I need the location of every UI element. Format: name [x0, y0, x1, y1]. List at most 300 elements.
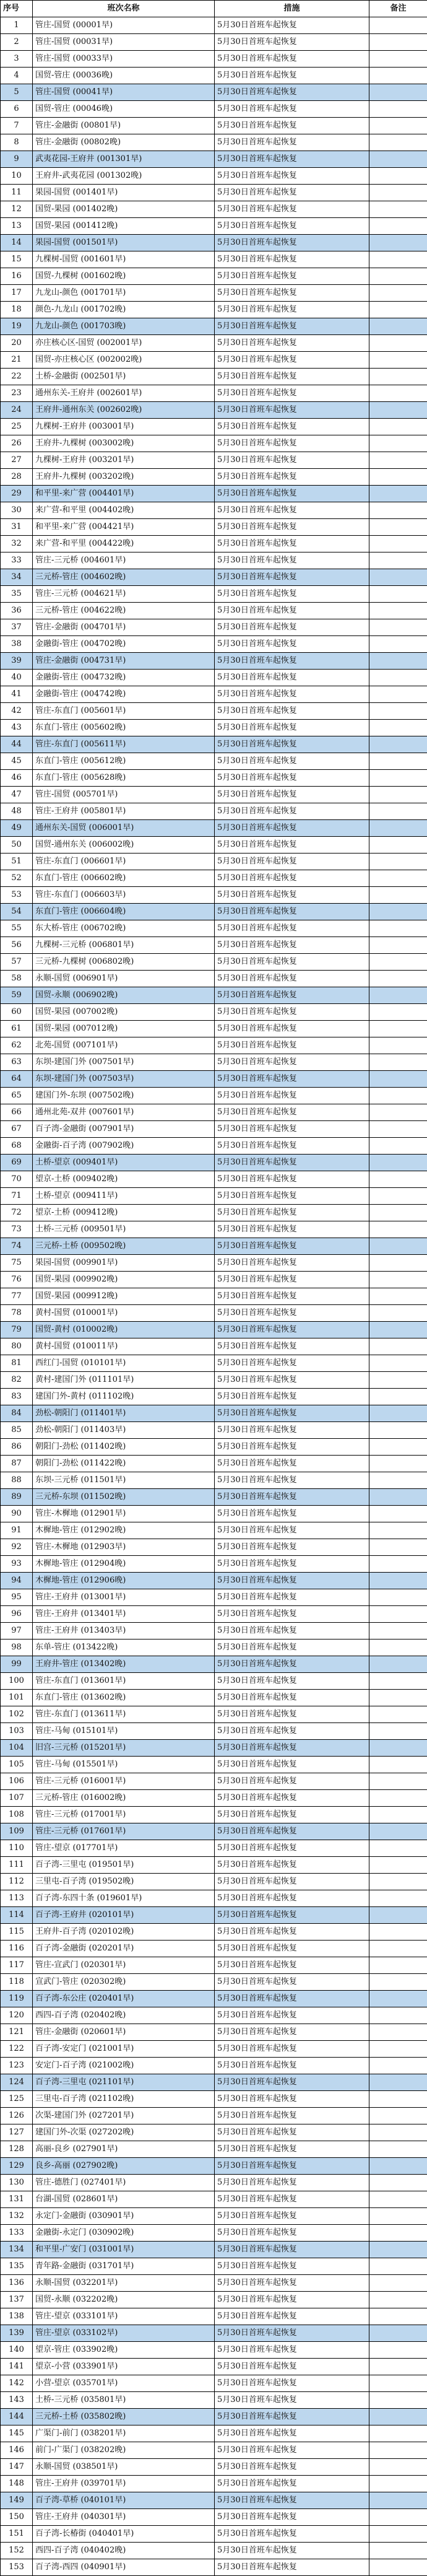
row-measure: 5月30日首班车起恢复 [215, 1773, 369, 1790]
row-shift-name: 东坝-建国门外 (007501早) [33, 1054, 215, 1071]
row-shift-name: 国贸-通州东关 (006002晚) [33, 837, 215, 854]
row-measure: 5月30日首班车起恢复 [215, 1589, 369, 1606]
row-index: 105 [1, 1757, 33, 1773]
row-note [369, 1941, 427, 1957]
row-note [369, 720, 427, 736]
row-note [369, 302, 427, 318]
row-measure: 5月30日首班车起恢复 [215, 2208, 369, 2225]
row-measure: 5月30日首班车起恢复 [215, 1054, 369, 1071]
row-index: 40 [1, 670, 33, 686]
row-measure: 5月30日首班车起恢复 [215, 201, 369, 218]
row-note [369, 987, 427, 1004]
table-row [1, 1522, 427, 1539]
row-index: 66 [1, 1104, 33, 1121]
row-index: 10 [1, 168, 33, 185]
table-row [1, 385, 427, 402]
row-measure: 5月30日首班车起恢复 [215, 1439, 369, 1456]
row-index: 28 [1, 469, 33, 486]
row-note [369, 2543, 427, 2559]
row-index: 73 [1, 1221, 33, 1238]
row-shift-name: 三元桥-土桥 (035802晚) [33, 2409, 215, 2425]
row-index: 15 [1, 251, 33, 268]
row-index: 37 [1, 619, 33, 636]
row-shift-name: 管庄-德胜门 (027401早) [33, 2175, 215, 2191]
table-row [1, 2409, 427, 2425]
row-note [369, 1272, 427, 1288]
row-shift-name: 百子湾-草桥 (040101早) [33, 2492, 215, 2509]
row-measure: 5月30日首班车起恢复 [215, 285, 369, 302]
row-shift-name: 九棵树-国贸 (001601早) [33, 251, 215, 268]
row-note [369, 1439, 427, 1456]
header-index: 序号 [1, 1, 33, 17]
row-shift-name: 管庄-国贸 (00001早) [33, 17, 215, 34]
row-shift-name: 果园-国贸 (001401早) [33, 185, 215, 201]
row-note [369, 1573, 427, 1589]
table-row [1, 201, 427, 218]
row-shift-name: 良乡-高丽 (027902晚) [33, 2158, 215, 2175]
row-index: 59 [1, 987, 33, 1004]
row-shift-name: 管庄-宣武门 (020301早) [33, 1957, 215, 1974]
row-index: 42 [1, 703, 33, 720]
row-measure: 5月30日首班车起恢复 [215, 486, 369, 502]
table-row [1, 569, 427, 586]
row-measure: 5月30日首班车起恢复 [215, 971, 369, 987]
table-row [1, 1372, 427, 1389]
table-row [1, 1171, 427, 1188]
row-index: 76 [1, 1272, 33, 1288]
table-row [1, 586, 427, 603]
table-row [1, 954, 427, 971]
row-shift-name: 王府井-通州东关 (002602晚) [33, 402, 215, 419]
table-row [1, 2258, 427, 2275]
row-note [369, 352, 427, 369]
row-note [369, 185, 427, 201]
row-measure: 5月30日首班车起恢复 [215, 1539, 369, 1556]
row-shift-name: 九棵树-王府井 (003201早) [33, 452, 215, 469]
row-index: 18 [1, 302, 33, 318]
row-note [369, 1021, 427, 1037]
row-shift-name: 和平里-来广营 (004401早) [33, 486, 215, 502]
row-index: 137 [1, 2292, 33, 2308]
row-measure: 5月30日首班车起恢复 [215, 168, 369, 185]
row-shift-name: 国贸-果园 (009902晚) [33, 1272, 215, 1288]
row-note [369, 2074, 427, 2091]
row-note [369, 2258, 427, 2275]
row-measure: 5月30日首班车起恢复 [215, 1673, 369, 1690]
row-measure: 5月30日首班车起恢复 [215, 2476, 369, 2492]
row-note [369, 1138, 427, 1155]
row-shift-name: 国贸-果园 (001412晚) [33, 218, 215, 235]
header-measure: 措施 [215, 1, 369, 17]
table-row [1, 736, 427, 753]
row-shift-name: 管庄-三元桥 (004621早) [33, 586, 215, 603]
table-row [1, 1974, 427, 1991]
row-index: 139 [1, 2325, 33, 2342]
row-shift-name: 土桥-三元桥 (035801早) [33, 2392, 215, 2409]
row-measure: 5月30日首班车起恢复 [215, 636, 369, 653]
table-row [1, 2492, 427, 2509]
table-row [1, 2292, 427, 2308]
row-note [369, 619, 427, 636]
row-note [369, 1874, 427, 1890]
row-shift-name: 九棵树-王府井 (003001早) [33, 419, 215, 435]
row-measure: 5月30日首班车起恢复 [215, 1338, 369, 1355]
table-row [1, 753, 427, 770]
row-index: 114 [1, 1907, 33, 1924]
table-row [1, 1957, 427, 1974]
row-index: 128 [1, 2141, 33, 2158]
row-index: 58 [1, 971, 33, 987]
row-measure: 5月30日首班车起恢复 [215, 2442, 369, 2459]
row-index: 6 [1, 101, 33, 118]
row-shift-name: 管庄-金融街 (004731早) [33, 653, 215, 670]
row-note [369, 636, 427, 653]
table-row [1, 352, 427, 369]
row-shift-name: 东直门-管庄 (005612晚) [33, 753, 215, 770]
row-measure: 5月30日首班车起恢复 [215, 787, 369, 803]
row-measure: 5月30日首班车起恢复 [215, 2225, 369, 2242]
table-row [1, 1589, 427, 1606]
row-note [369, 2459, 427, 2476]
table-row [1, 1506, 427, 1522]
row-index: 107 [1, 1790, 33, 1807]
row-note [369, 151, 427, 168]
row-note [369, 2559, 427, 2576]
row-measure: 5月30日首班车起恢复 [215, 1924, 369, 1941]
row-measure: 5月30日首班车起恢复 [215, 1874, 369, 1890]
row-measure: 5月30日首班车起恢复 [215, 1004, 369, 1021]
row-note [369, 1238, 427, 1255]
row-measure: 5月30日首班车起恢复 [215, 2074, 369, 2091]
row-measure: 5月30日首班车起恢复 [215, 653, 369, 670]
row-shift-name: 管庄-东直门 (006601早) [33, 854, 215, 870]
row-index: 72 [1, 1205, 33, 1221]
table-row [1, 686, 427, 703]
row-measure: 5月30日首班车起恢复 [215, 1288, 369, 1305]
row-note [369, 1355, 427, 1372]
row-shift-name: 百子湾-东公庄 (020401早) [33, 1991, 215, 2007]
row-note [369, 385, 427, 402]
row-index: 57 [1, 954, 33, 971]
row-index: 138 [1, 2308, 33, 2325]
table-row [1, 2041, 427, 2058]
row-shift-name: 和平里-来广营 (004421早) [33, 519, 215, 536]
row-measure: 5月30日首班车起恢复 [215, 720, 369, 736]
row-shift-name: 西红门-国贸 (010101早) [33, 1355, 215, 1372]
row-index: 27 [1, 452, 33, 469]
table-row [1, 1556, 427, 1573]
table-row [1, 820, 427, 837]
row-measure: 5月30日首班车起恢复 [215, 937, 369, 954]
row-note [369, 84, 427, 101]
table-row [1, 118, 427, 134]
row-note [369, 2275, 427, 2292]
row-note [369, 1556, 427, 1573]
row-shift-name: 百子湾-三里屯 (019501早) [33, 1857, 215, 1874]
row-measure: 5月30日首班车起恢复 [215, 2492, 369, 2509]
row-shift-name: 管庄-王府井 (013001早) [33, 1589, 215, 1606]
row-index: 32 [1, 536, 33, 552]
row-index: 136 [1, 2275, 33, 2292]
row-index: 7 [1, 118, 33, 134]
table-row [1, 419, 427, 435]
row-measure: 5月30日首班车起恢复 [215, 1355, 369, 1372]
row-note [369, 954, 427, 971]
row-measure: 5月30日首班车起恢复 [215, 2124, 369, 2141]
row-index: 16 [1, 268, 33, 285]
row-shift-name: 东直门-管庄 (005602晚) [33, 720, 215, 736]
row-index: 135 [1, 2258, 33, 2275]
row-index: 94 [1, 1573, 33, 1589]
row-shift-name: 永顺-国贸 (006901早) [33, 971, 215, 987]
table-row [1, 17, 427, 34]
row-index: 106 [1, 1773, 33, 1790]
row-shift-name: 和平里-广安门 (031001早) [33, 2242, 215, 2258]
row-note [369, 787, 427, 803]
row-shift-name: 永顺-国贸 (038501早) [33, 2459, 215, 2476]
table-row [1, 1188, 427, 1205]
row-index: 84 [1, 1405, 33, 1422]
row-note [369, 2225, 427, 2242]
row-shift-name: 国贸-黄村 (010002晚) [33, 1322, 215, 1338]
header-shift-name: 班次名称 [33, 1, 215, 17]
row-note [369, 1322, 427, 1338]
row-index: 145 [1, 2425, 33, 2442]
row-note [369, 2091, 427, 2108]
row-measure: 5月30日首班车起恢复 [215, 1573, 369, 1589]
row-index: 70 [1, 1171, 33, 1188]
row-measure: 5月30日首班车起恢复 [215, 2258, 369, 2275]
row-index: 93 [1, 1556, 33, 1573]
row-note [369, 2292, 427, 2308]
table-row [1, 603, 427, 619]
row-measure: 5月30日首班车起恢复 [215, 2509, 369, 2526]
row-note [369, 1372, 427, 1389]
row-shift-name: 青年路-金融街 (031701早) [33, 2258, 215, 2275]
row-shift-name: 百子湾-王府井 (020101早) [33, 1907, 215, 1924]
table-row [1, 1706, 427, 1723]
row-shift-name: 百子湾-长椿街 (040401早) [33, 2526, 215, 2543]
row-note [369, 285, 427, 302]
table-row [1, 318, 427, 335]
row-measure: 5月30日首班车起恢复 [215, 134, 369, 151]
table-row [1, 1807, 427, 1823]
row-shift-name: 管庄-三元桥 (017601早) [33, 1823, 215, 1840]
row-note [369, 2375, 427, 2392]
row-note [369, 218, 427, 235]
row-index: 34 [1, 569, 33, 586]
row-index: 56 [1, 937, 33, 954]
row-measure: 5月30日首班车起恢复 [215, 1907, 369, 1924]
table-row [1, 1773, 427, 1790]
row-note [369, 469, 427, 486]
row-shift-name: 东直门-管庄 (006602晚) [33, 870, 215, 887]
table-row [1, 854, 427, 870]
table-row [1, 1723, 427, 1740]
row-shift-name: 国贸-亦庄核心区 (002002晚) [33, 352, 215, 369]
row-index: 30 [1, 502, 33, 519]
table-row [1, 519, 427, 536]
table-row [1, 770, 427, 787]
row-index: 12 [1, 201, 33, 218]
row-note [369, 937, 427, 954]
row-index: 47 [1, 787, 33, 803]
row-note [369, 1456, 427, 1472]
row-measure: 5月30日首班车起恢复 [215, 887, 369, 904]
row-shift-name: 百子湾-金融街 (007901早) [33, 1121, 215, 1138]
row-shift-name: 来广营-和平里 (004422晚) [33, 536, 215, 552]
row-shift-name: 王府井-九棵树 (003002晚) [33, 435, 215, 452]
row-shift-name: 东坝-建国门外 (007503早) [33, 1071, 215, 1088]
row-shift-name: 管庄-国贸 (00041早) [33, 84, 215, 101]
row-shift-name: 望京-土桥 (009412晚) [33, 1205, 215, 1221]
row-measure: 5月30日首班车起恢复 [215, 519, 369, 536]
row-index: 121 [1, 2024, 33, 2041]
row-shift-name: 黄村-国贸 (010011早) [33, 1338, 215, 1355]
table-row [1, 1941, 427, 1957]
row-measure: 5月30日首班车起恢复 [215, 1690, 369, 1706]
row-shift-name: 百子湾-三里屯 (021101早) [33, 2074, 215, 2091]
table-row [1, 636, 427, 653]
row-measure: 5月30日首班车起恢复 [215, 151, 369, 168]
row-shift-name: 土桥-三元桥 (009501早) [33, 1221, 215, 1238]
table-row [1, 1389, 427, 1405]
row-note [369, 2175, 427, 2191]
row-shift-name: 国贸-果园 (007012晚) [33, 1021, 215, 1037]
table-row [1, 937, 427, 954]
table-row [1, 1305, 427, 1322]
row-index: 97 [1, 1623, 33, 1639]
table-row [1, 2325, 427, 2342]
table-row [1, 1539, 427, 1556]
row-note [369, 1071, 427, 1088]
row-shift-name: 国贸-管庄 (00046晚) [33, 101, 215, 118]
row-index: 25 [1, 419, 33, 435]
row-shift-name: 金融街-管庄 (004732晚) [33, 670, 215, 686]
row-index: 71 [1, 1188, 33, 1205]
row-shift-name: 台湖-国贸 (028601早) [33, 2191, 215, 2208]
row-index: 104 [1, 1740, 33, 1757]
row-measure: 5月30日首班车起恢复 [215, 435, 369, 452]
row-measure: 5月30日首班车起恢复 [215, 1489, 369, 1506]
row-shift-name: 管庄-王府井 (040301早) [33, 2509, 215, 2526]
row-measure: 5月30日首班车起恢复 [215, 2325, 369, 2342]
row-note [369, 1305, 427, 1322]
row-index: 89 [1, 1489, 33, 1506]
row-shift-name: 管庄-马甸 (015101早) [33, 1723, 215, 1740]
row-note [369, 603, 427, 619]
row-index: 39 [1, 653, 33, 670]
row-index: 8 [1, 134, 33, 151]
row-note [369, 2526, 427, 2543]
row-measure: 5月30日首班车起恢复 [215, 2359, 369, 2375]
row-shift-name: 管庄-国贸 (005701早) [33, 787, 215, 803]
row-measure: 5月30日首班车起恢复 [215, 251, 369, 268]
row-measure: 5月30日首班车起恢复 [215, 2175, 369, 2191]
row-shift-name: 管庄-王府井 (039701早) [33, 2476, 215, 2492]
row-measure: 5月30日首班车起恢复 [215, 2425, 369, 2442]
row-measure: 5月30日首班车起恢复 [215, 820, 369, 837]
row-note [369, 452, 427, 469]
row-measure: 5月30日首班车起恢复 [215, 870, 369, 887]
row-index: 19 [1, 318, 33, 335]
table-row [1, 1088, 427, 1104]
row-note [369, 2191, 427, 2208]
table-row [1, 1405, 427, 1422]
row-shift-name: 广渠门-前门 (038201早) [33, 2425, 215, 2442]
row-shift-name: 管庄-东直门 (013611早) [33, 1706, 215, 1723]
table-row [1, 2225, 427, 2242]
row-shift-name: 管庄-三元桥 (017001早) [33, 1807, 215, 1823]
row-measure: 5月30日首班车起恢复 [215, 753, 369, 770]
row-index: 49 [1, 820, 33, 837]
table-row [1, 1338, 427, 1355]
row-note [369, 1723, 427, 1740]
row-shift-name: 九龙山-颜色 (001703晚) [33, 318, 215, 335]
row-note [369, 519, 427, 536]
table-row [1, 703, 427, 720]
row-shift-name: 土桥-金融街 (002501早) [33, 369, 215, 385]
row-measure: 5月30日首班车起恢复 [215, 302, 369, 318]
row-shift-name: 三元桥-管庄 (004602晚) [33, 569, 215, 586]
row-note [369, 1740, 427, 1757]
row-measure: 5月30日首班车起恢复 [215, 2543, 369, 2559]
row-note [369, 486, 427, 502]
table-row [1, 2559, 427, 2576]
row-measure: 5月30日首班车起恢复 [215, 1021, 369, 1037]
row-measure: 5月30日首班车起恢复 [215, 2158, 369, 2175]
row-index: 55 [1, 920, 33, 937]
row-measure: 5月30日首班车起恢复 [215, 1840, 369, 1857]
table-row [1, 619, 427, 636]
table-row [1, 2158, 427, 2175]
table-row [1, 1221, 427, 1238]
table-row [1, 101, 427, 118]
row-note [369, 753, 427, 770]
row-measure: 5月30日首班车起恢复 [215, 1238, 369, 1255]
row-shift-name: 西四-百子湾 (020402晚) [33, 2007, 215, 2024]
row-measure: 5月30日首班车起恢复 [215, 2308, 369, 2325]
table-row [1, 185, 427, 201]
row-note [369, 1840, 427, 1857]
row-note [369, 854, 427, 870]
table-row [1, 1322, 427, 1338]
table-row [1, 1874, 427, 1890]
row-note [369, 1389, 427, 1405]
row-index: 53 [1, 887, 33, 904]
table-row [1, 335, 427, 352]
row-measure: 5月30日首班车起恢复 [215, 185, 369, 201]
table-row [1, 2459, 427, 2476]
row-note [369, 1991, 427, 2007]
row-index: 126 [1, 2108, 33, 2124]
row-index: 148 [1, 2476, 33, 2492]
row-note [369, 1506, 427, 1522]
row-note [369, 318, 427, 335]
row-note [369, 1489, 427, 1506]
table-row [1, 887, 427, 904]
row-index: 67 [1, 1121, 33, 1138]
table-row [1, 2124, 427, 2141]
row-shift-name: 管庄-望京 (033102早) [33, 2325, 215, 2342]
row-index: 153 [1, 2559, 33, 2576]
row-measure: 5月30日首班车起恢复 [215, 51, 369, 68]
row-measure: 5月30日首班车起恢复 [215, 2058, 369, 2074]
row-measure: 5月30日首班车起恢复 [215, 118, 369, 134]
table-row [1, 870, 427, 887]
row-shift-name: 管庄-金融街 (00802晚) [33, 134, 215, 151]
row-measure: 5月30日首班车起恢复 [215, 1974, 369, 1991]
